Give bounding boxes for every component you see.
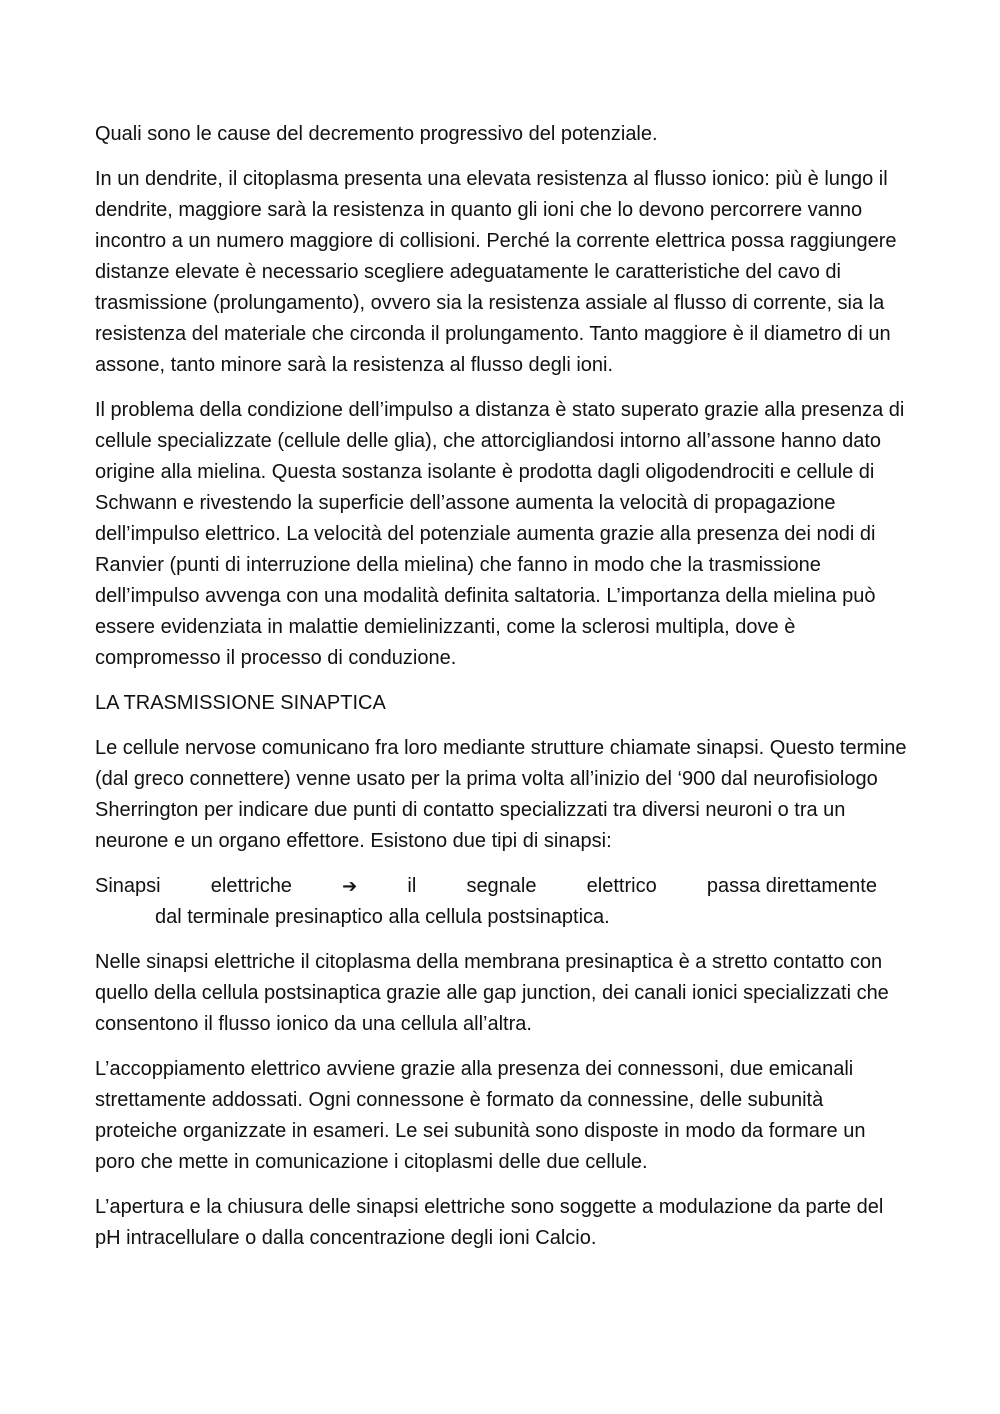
document-page: [95, 119, 910, 1268]
paragraph-apertura: L’apertura e la chiusura delle sinapsi elettriche sono soggette a modulazione da parte del pH intracellulare o dalla concentrazione degli ioni Calcio.: [95, 1196, 884, 1249]
paragraph-dendrite: In un dendrite, il citoplasma presenta una elevata resistenza al flusso ionico: più è lungo il dendrite, maggiore sarà la resistenza in quanto gli ioni che lo devono percorrere vanno incontro a un numero maggiore di collisioni. Perché la corrente elettrica possa raggiungere distanze elevate è necessario scegliere adeguatamente le caratteristiche del cavo di trasmissione (prolungamento), ovvero sia la resistenza assiale al flusso di corrente, sia la resistenza del materiale che circonda il prolungamento. Tanto maggiore è il diametro di un assone, tanto minore sarà la resistenza al flusso degli ioni.: [95, 168, 897, 376]
paragraph-connessoni: L’accoppiamento elettrico avviene grazie alla presenza dei connessoni, due emicanali strettamente addossati. Ogni connessone è formato da connessine, delle subunità proteiche organizzate in esameri. Le sei subunità sono disposte in modo da formare un poro che mette in comunicazione i citoplasmi delle due cellule.: [95, 1058, 866, 1173]
bullet-word: passa direttamente: [706, 875, 877, 897]
paragraph-gap-junction: Nelle sinapsi elettriche il citoplasma della membrana presinaptica è a stretto contatto con quello della cellula postsinaptica grazie alle gap junction, dei canali ionici specializzati che consentono il flusso ionico da una cellula all’altra.: [95, 951, 889, 1035]
synapse-type-continuation: dal terminale presinaptico alla cellula postsinaptica.: [155, 906, 610, 928]
bullet-word: elettriche: [210, 875, 292, 897]
bullet-word: il: [407, 875, 417, 897]
section-title: LA TRASMISSIONE SINAPTICA: [95, 692, 386, 714]
bullet-word: Sinapsi: [95, 875, 161, 897]
bullet-word: elettrico: [586, 875, 657, 897]
synapse-type-line: [95, 871, 877, 902]
arrow-icon: ➔: [342, 876, 358, 897]
paragraph-sinapsi: Le cellule nervose comunicano fra loro mediante strutture chiamate sinapsi. Questo termine (dal greco connettere) venne usato per la prima volta all’inizio del ‘900 dal neurofisiologo Sherrington per indicare due punti di contatto specializzati tra diversi neuroni o tra un neurone e un organo effettore. Esistono due tipi di sinapsi:: [95, 737, 907, 852]
bullet-word: segnale: [466, 875, 537, 897]
question-heading: Quali sono le cause del decremento progressivo del potenziale.: [95, 123, 658, 145]
paragraph-mielina: Il problema della condizione dell’impulso a distanza è stato superato grazie alla presenza di cellule specializzate (cellule delle glia), che attorcigliandosi intorno all’assone hanno dato origine alla mielina. Questa sostanza isolante è prodotta dagli oligodendrociti e cellule di Schwann e rivestendo la superficie dell’assone aumenta la velocità di propagazione dell’impulso elettrico. La velocità del potenziale aumenta grazie alla presenza dei nodi di Ranvier (punti di interruzione della mielina) che fanno in modo che la trasmissione dell’impulso avvenga con una modalità definita saltatoria. L’importanza della mielina può essere evidenziata in malattie demielinizzanti, come la sclerosi multipla, dove è compromesso il processo di conduzione.: [95, 399, 905, 669]
